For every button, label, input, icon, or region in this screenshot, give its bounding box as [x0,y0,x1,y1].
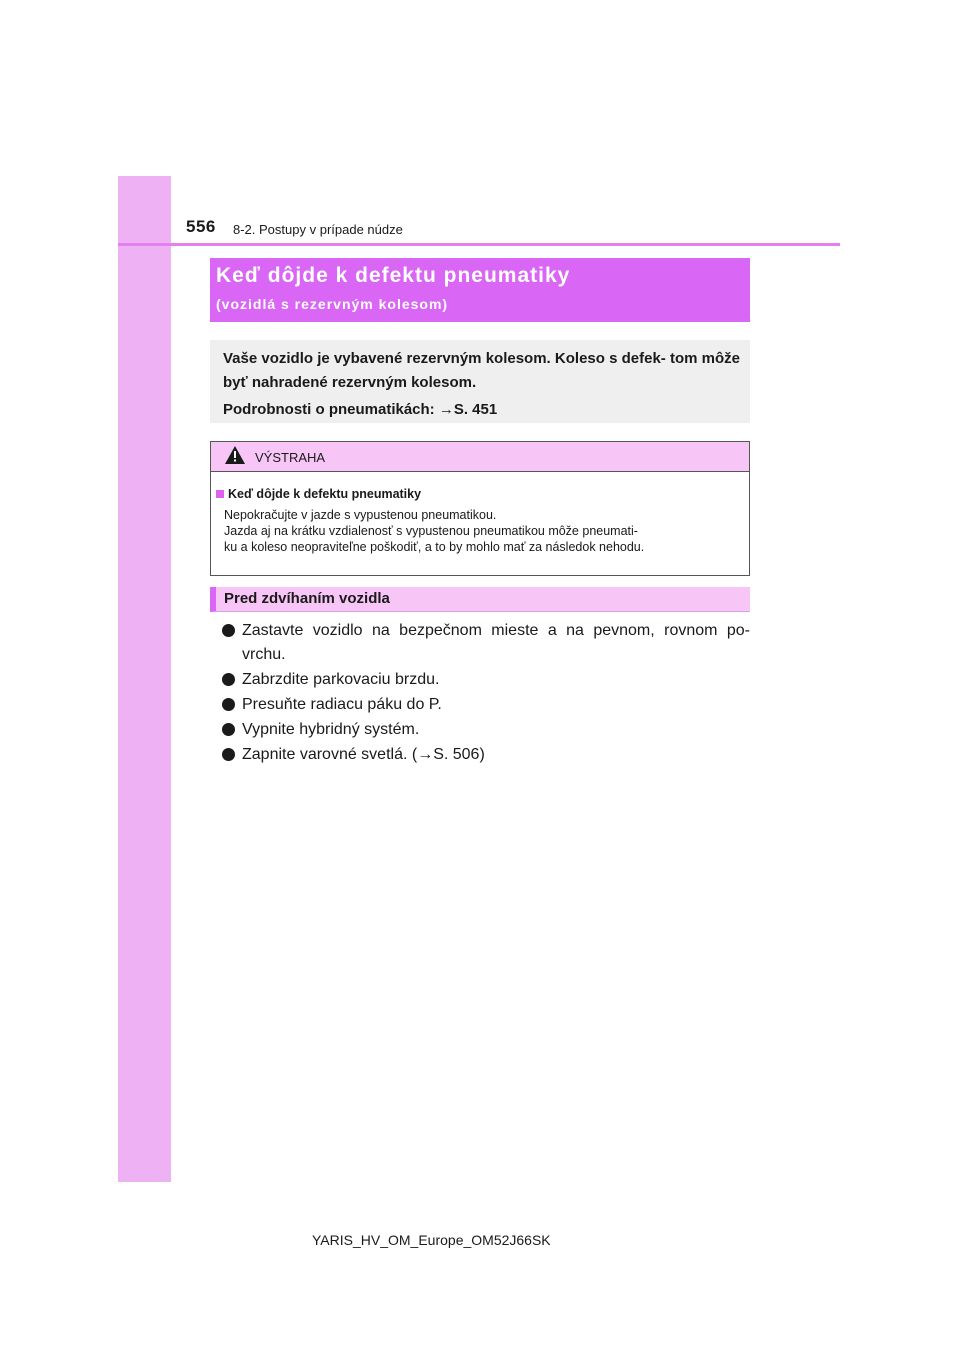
warning-header [211,442,749,472]
steps-list [222,619,750,768]
page-number: 556 [186,217,216,236]
intro-reference: Podrobnosti o pneumatikách: →S. 451 [223,401,498,418]
bullet-dot-icon [222,673,235,686]
warning-item-title: Keď dôjde k defektu pneumatiky [216,486,741,502]
list-item: Vypnite hybridný systém. [222,718,750,742]
bullet-dot-icon [222,723,235,736]
list-item: Zastavte vozidlo na bezpečnom mieste a na pevnom, rovnom po- vrchu. [222,619,750,667]
warning-box [210,441,750,576]
page-subtitle: (vozidlá s rezervným kolesom) [216,296,449,312]
warning-text: Nepokračujte v jazde s vypustenou pneumatikou. Jazda aj na krátku vzdialenosť s vypustenou pneumatikou môže pneumati- ku a koleso neopraviteľne poškodiť, a to by mohlo mať za následok nehodu. [224,508,645,554]
page-title: Keď dôjde k defektu pneumatiky [216,264,571,287]
warning-label: VÝSTRAHA [255,450,326,465]
header-rule [118,243,840,246]
square-bullet-icon [216,490,224,498]
title-box [210,258,750,322]
bullet-dot-icon [222,748,235,761]
section-subheading: Pred zdvíhaním vozidla [210,587,750,612]
intro-box [210,340,750,423]
section-label: 8-2. Postupy v prípade núdze [233,222,403,237]
list-item: Zapnite varovné svetlá. (→S. 506) [222,743,750,767]
warning-triangle-icon [225,446,245,464]
warning-body [211,472,749,555]
footer-doc-id: YARIS_HV_OM_Europe_OM52J66SK [312,1232,551,1248]
side-tab-strip [118,176,171,1182]
intro-text: Vaše vozidlo je vybavené rezervným kolesom. Koleso s defek- tom môže byť nahradené rezervným kolesom. [223,350,740,391]
list-item: Presuňte radiacu páku do P. [222,693,750,717]
list-item: Zabrzdite parkovaciu brzdu. [222,668,750,692]
bullet-dot-icon [222,624,235,637]
bullet-dot-icon [222,698,235,711]
